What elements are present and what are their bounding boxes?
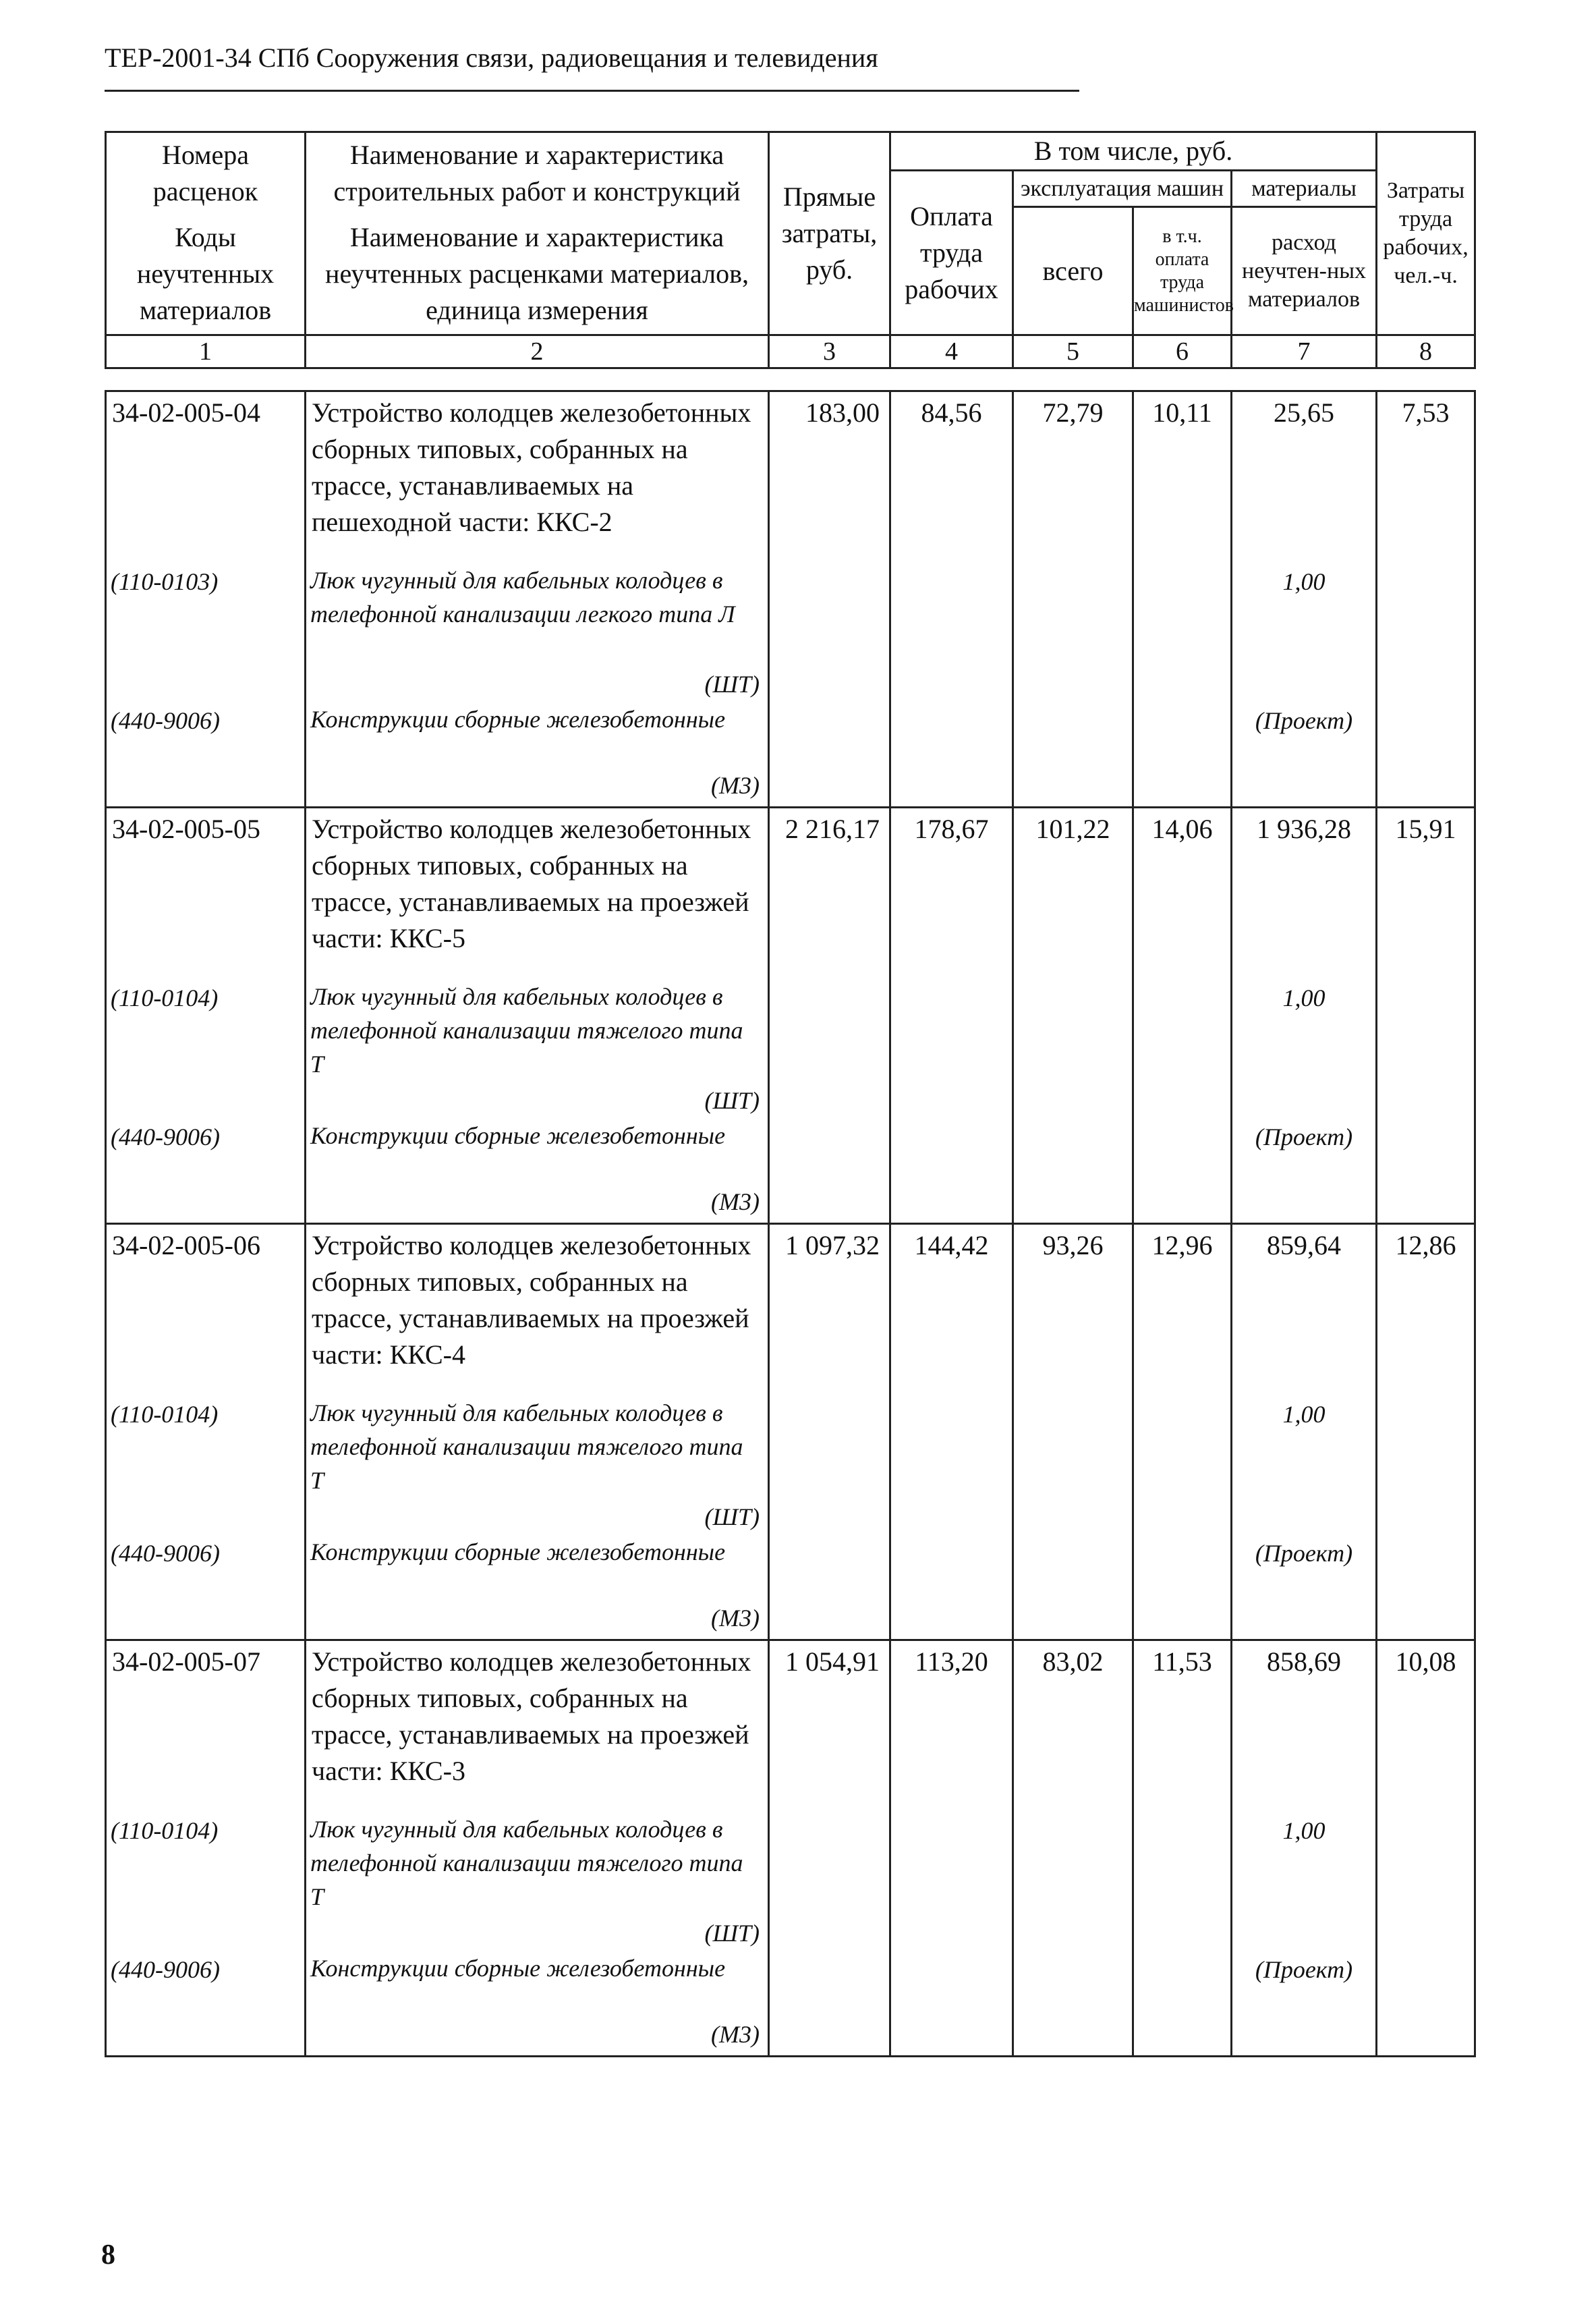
material-quantity-2: (Проект) bbox=[1255, 1956, 1353, 1983]
material-description-2: Конструкции сборные железобетонные bbox=[310, 1538, 726, 1565]
labor-cost-cell bbox=[890, 1224, 1013, 1640]
direct-cost: 1 097,32 bbox=[785, 1230, 880, 1260]
materials-cell bbox=[1232, 1224, 1377, 1640]
machine-labor: 10,11 bbox=[1152, 397, 1212, 428]
material-code-1: (110-0103) bbox=[111, 568, 219, 595]
machine-labor: 14,06 bbox=[1151, 814, 1213, 844]
col-7-header: расход неучтен-ных материалов bbox=[1232, 207, 1377, 335]
direct-cost-cell bbox=[769, 1224, 890, 1640]
labor-cost: 178,67 bbox=[914, 814, 989, 844]
labor-hours-cell bbox=[1377, 1640, 1475, 2057]
labor-hours: 7,53 bbox=[1402, 397, 1450, 428]
col-5-header: всего bbox=[1013, 207, 1133, 335]
machine-labor-cell bbox=[1133, 1640, 1232, 2057]
col-6-header: в т.ч. оплата труда машинистов bbox=[1133, 207, 1232, 335]
material-code-2: (440-9006) bbox=[111, 1540, 220, 1567]
machine-group-header: эксплуатация машин bbox=[1013, 171, 1232, 207]
machine-labor-cell bbox=[1133, 391, 1232, 808]
material-unit-1: (ШТ) bbox=[704, 1087, 760, 1114]
material-unit-1: (ШТ) bbox=[704, 1503, 760, 1530]
machine-labor-cell bbox=[1133, 808, 1232, 1224]
material-code-2: (440-9006) bbox=[111, 1123, 220, 1150]
material-unit-1: (ШТ) bbox=[704, 671, 760, 698]
rate-code: 34-02-005-05 bbox=[112, 814, 260, 844]
table-row bbox=[106, 1224, 1475, 1640]
material-code-1: (110-0104) bbox=[111, 1401, 219, 1428]
col-1-header-a: Номера расценок bbox=[106, 132, 306, 214]
material-description-2: Конструкции сборные железобетонные bbox=[310, 1122, 726, 1149]
col-8-header: Затраты труда рабочих, чел.-ч. bbox=[1377, 132, 1475, 335]
material-quantity-1: 1,00 bbox=[1282, 984, 1326, 1011]
col-3-header: Прямые затраты, руб. bbox=[769, 132, 890, 335]
labor-hours: 10,08 bbox=[1395, 1646, 1456, 1677]
machine-total: 72,79 bbox=[1042, 397, 1104, 428]
col-2-header-a: Наименование и характеристика строительных работ и конструкций bbox=[306, 132, 769, 214]
material-quantity-1: 1,00 bbox=[1282, 1817, 1326, 1844]
materials-cost: 859,64 bbox=[1267, 1230, 1341, 1260]
materials-cell bbox=[1232, 1640, 1377, 2057]
col-4-header: Оплата труда рабочих bbox=[890, 171, 1013, 335]
table-row bbox=[106, 1640, 1475, 2057]
code-cell bbox=[106, 1640, 306, 2057]
rate-description: Устройство колодцев железобетонных сборных типовых, собранных на трассе, устанавливаемых на проезжей части: ККС-5 bbox=[312, 814, 751, 953]
direct-cost-cell bbox=[769, 808, 890, 1224]
material-description-1: Люк чугунный для кабельных колодцев в телефонной канализации тяжелого типа Т bbox=[310, 983, 743, 1078]
labor-hours: 12,86 bbox=[1395, 1230, 1456, 1260]
description-cell bbox=[306, 1640, 769, 2057]
labor-cost-cell bbox=[890, 808, 1013, 1224]
material-code-1: (110-0104) bbox=[111, 984, 219, 1011]
header-rule bbox=[105, 90, 1079, 92]
machine-total-cell bbox=[1013, 1640, 1133, 2057]
material-description-1: Люк чугунный для кабельных колодцев в телефонной канализации тяжелого типа Т bbox=[310, 1399, 743, 1494]
col-number-5: 5 bbox=[1013, 335, 1133, 368]
col-number-8: 8 bbox=[1377, 335, 1475, 368]
labor-hours: 15,91 bbox=[1395, 814, 1456, 844]
col-number-4: 4 bbox=[890, 335, 1013, 368]
materials-cost: 25,65 bbox=[1274, 397, 1334, 428]
column-header-table bbox=[105, 131, 1476, 369]
table-row bbox=[106, 391, 1475, 808]
materials-cell bbox=[1232, 391, 1377, 808]
code-cell bbox=[106, 808, 306, 1224]
material-unit-1: (ШТ) bbox=[704, 1920, 760, 1947]
group-header: В том числе, руб. bbox=[890, 132, 1377, 171]
description-cell bbox=[306, 808, 769, 1224]
page-number: 8 bbox=[101, 2239, 115, 2271]
code-cell bbox=[106, 391, 306, 808]
machine-labor: 12,96 bbox=[1151, 1230, 1213, 1260]
material-quantity-2: (Проект) bbox=[1255, 1123, 1353, 1150]
materials-cost: 858,69 bbox=[1267, 1646, 1341, 1677]
material-unit-2: (М3) bbox=[711, 1188, 760, 1215]
rate-code: 34-02-005-06 bbox=[112, 1230, 260, 1260]
material-unit-2: (М3) bbox=[711, 1605, 760, 1632]
rates-table bbox=[105, 390, 1476, 2057]
direct-cost: 1 054,91 bbox=[785, 1646, 880, 1677]
col-number-1: 1 bbox=[106, 335, 306, 368]
machine-total-cell bbox=[1013, 808, 1133, 1224]
labor-cost: 84,56 bbox=[921, 397, 982, 428]
col-number-7: 7 bbox=[1232, 335, 1377, 368]
machine-total-cell bbox=[1013, 1224, 1133, 1640]
description-cell bbox=[306, 391, 769, 808]
materials-cost: 1 936,28 bbox=[1257, 814, 1351, 844]
machine-total: 83,02 bbox=[1042, 1646, 1104, 1677]
col-number-6: 6 bbox=[1133, 335, 1232, 368]
labor-cost: 113,20 bbox=[915, 1646, 988, 1677]
description-cell bbox=[306, 1224, 769, 1640]
material-description-1: Люк чугунный для кабельных колодцев в телефонной канализации легкого типа Л bbox=[310, 567, 735, 628]
col-number-3: 3 bbox=[769, 335, 890, 368]
material-unit-2: (М3) bbox=[711, 2021, 760, 2048]
material-code-2: (440-9006) bbox=[111, 1956, 220, 1983]
col-number-2: 2 bbox=[306, 335, 769, 368]
machine-total: 93,26 bbox=[1042, 1230, 1104, 1260]
col-2-header-b: Наименование и характеристика неучтенных расценками материалов, единица измерения bbox=[306, 214, 769, 335]
materials-group-header: материалы bbox=[1232, 171, 1377, 207]
rate-description: Устройство колодцев железобетонных сборных типовых, собранных на трассе, устанавливаемых на пешеходной части: ККС-2 bbox=[312, 397, 751, 537]
direct-cost: 183,00 bbox=[805, 397, 880, 428]
table-row bbox=[106, 808, 1475, 1224]
material-code-2: (440-9006) bbox=[111, 707, 220, 734]
direct-cost-cell bbox=[769, 391, 890, 808]
material-description-2: Конструкции сборные железобетонные bbox=[310, 1955, 726, 1982]
labor-hours-cell bbox=[1377, 808, 1475, 1224]
machine-total: 101,22 bbox=[1035, 814, 1110, 844]
rate-code: 34-02-005-07 bbox=[112, 1646, 260, 1677]
materials-cell bbox=[1232, 808, 1377, 1224]
labor-hours-cell bbox=[1377, 391, 1475, 808]
material-quantity-2: (Проект) bbox=[1255, 707, 1353, 734]
material-description-2: Конструкции сборные железобетонные bbox=[310, 706, 726, 733]
material-description-1: Люк чугунный для кабельных колодцев в телефонной канализации тяжелого типа Т bbox=[310, 1816, 743, 1910]
machine-labor: 11,53 bbox=[1152, 1646, 1212, 1677]
labor-cost-cell bbox=[890, 1640, 1013, 2057]
document-header: ТЕР-2001-34 СПб Сооружения связи, радиовещания и телевидения bbox=[105, 43, 878, 73]
direct-cost-cell bbox=[769, 1640, 890, 2057]
rate-code: 34-02-005-04 bbox=[112, 397, 260, 428]
rate-description: Устройство колодцев железобетонных сборных типовых, собранных на трассе, устанавливаемых на проезжей части: ККС-3 bbox=[312, 1646, 751, 1786]
machine-labor-cell bbox=[1133, 1224, 1232, 1640]
material-quantity-2: (Проект) bbox=[1255, 1540, 1353, 1567]
labor-hours-cell bbox=[1377, 1224, 1475, 1640]
code-cell bbox=[106, 1224, 306, 1640]
material-quantity-1: 1,00 bbox=[1282, 1401, 1326, 1428]
material-unit-2: (М3) bbox=[711, 772, 760, 799]
material-quantity-1: 1,00 bbox=[1282, 568, 1326, 595]
machine-total-cell bbox=[1013, 391, 1133, 808]
labor-cost: 144,42 bbox=[914, 1230, 989, 1260]
labor-cost-cell bbox=[890, 391, 1013, 808]
material-code-1: (110-0104) bbox=[111, 1817, 219, 1844]
col-1-header-b: Коды неучтенных материалов bbox=[106, 214, 306, 335]
rate-description: Устройство колодцев железобетонных сборных типовых, собранных на трассе, устанавливаемых на проезжей части: ККС-4 bbox=[312, 1230, 751, 1370]
direct-cost: 2 216,17 bbox=[785, 814, 880, 844]
